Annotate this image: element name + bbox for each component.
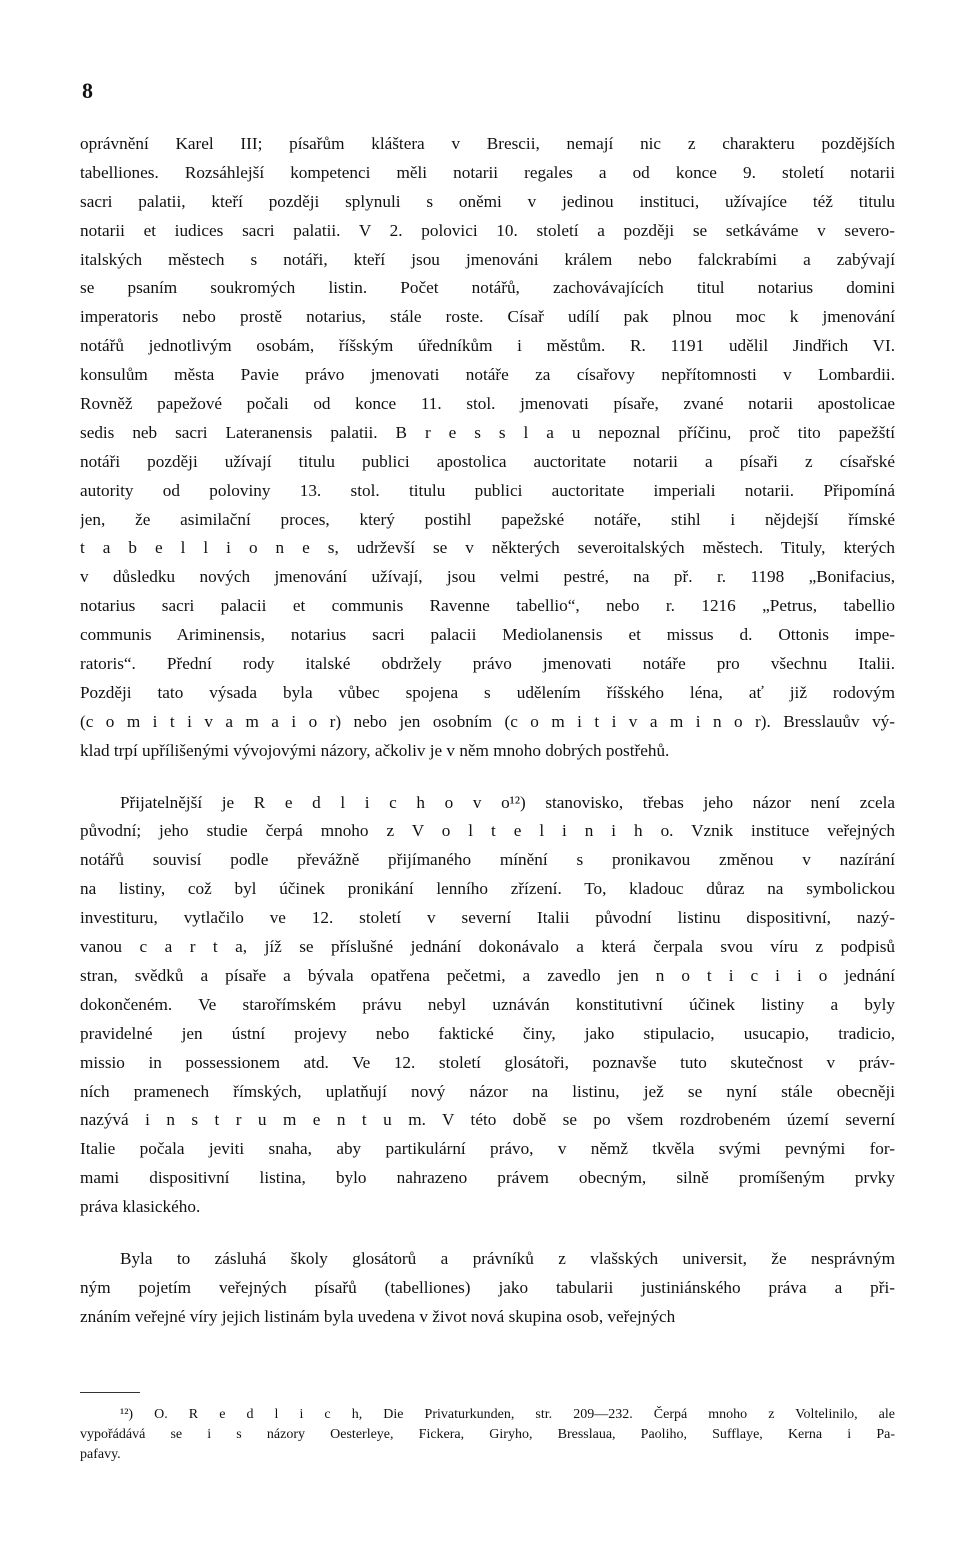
text-line: Rovněž papežové počali od konce 11. stol. jmenovati písaře, zvané notarii apostolicae — [80, 394, 895, 414]
text-line: oprávnění Karel III; písařům kláštera v Brescii, nemají nic z charakteru pozdějších — [80, 134, 895, 153]
text-line: ratoris“. Přední rody italské obdržely právo jmenovati notáře pro všechnu Italii. — [80, 654, 895, 674]
text-line: missio in possessionem atd. Ve 12. století glosátoři, poznavše tuto skutečnost v práv- — [80, 1052, 895, 1072]
text-line: se psaním soukromých listin. Počet notářů, zachovávajících titul notarius domini — [80, 278, 895, 298]
text-line: pravidelné jen ústní projevy nebo faktické činy, jako stipulacio, usucapio, tradicio, — [80, 1023, 895, 1043]
text-line: Přijatelnější je R e d l i c h o v o¹²) stanovisko, třebas jeho názor není zcela — [120, 792, 895, 812]
text-line: stran, svědků a písaře a bývala opatřena pečetmi, a zavedlo jen n o t i c i i o jednání — [80, 965, 895, 985]
text-line: notarii et iudices sacri palatii. V 2. polovici 10. století a později se setkáváme v severo- — [80, 220, 895, 240]
footnote-separator — [80, 1392, 140, 1393]
paragraph — [80, 1245, 895, 1332]
text-line: na listiny, což byl účinek pronikání lenního zřízení. To, kladouc důraz na symbolickou — [80, 879, 895, 899]
paragraph — [80, 789, 895, 1222]
footnote-line: pafavy. — [80, 1447, 121, 1462]
text-line: communis Ariminensis, notarius sacri palacii Mediolanensis et missus d. Ottonis impe- — [80, 625, 895, 645]
footnote-line: ¹²) O. R e d l i c h, Die Privaturkunden, str. 209—232. Čerpá mnoho z Voltelinilo, ale — [120, 1407, 895, 1422]
text-line: tabelliones. Rozsáhlejší kompetenci měli notarii regales a od konce 9. století notarii — [80, 162, 895, 182]
text-line: klad trpí upřílišenými vývojovými názory, ačkoliv je v něm mnoho dobrých postřehů. — [80, 740, 670, 760]
body-text — [80, 130, 895, 1332]
text-line: notáři později užívají titulu publici apostolica auctoritate notarii a písaři z císařské — [80, 451, 895, 471]
text-line: znáním veřejné víry jejich listinám byla uvedena v život nová skupina osob, veřejných — [80, 1306, 676, 1326]
text-line: italských městech s notáři, kteří jsou jmenováni králem nebo falckrabími a zabývají — [80, 249, 895, 269]
text-line: autority od poloviny 13. stol. titulu publici auctoritate imperiali notarii. Připomíná — [80, 480, 895, 500]
page-number: 8 — [82, 78, 93, 103]
text-line: Italie počala jeviti snaha, aby partikulární právo, v němž tkvěla svými pevnými for- — [80, 1139, 895, 1159]
paragraph — [80, 130, 895, 766]
footnote-line: vypořádává se i s názory Oesterleye, Fickera, Giryho, Bresslaua, Paoliho, Sufflaye, Kerna i Pa- — [80, 1427, 895, 1442]
text-line: nazývá i n s t r u m e n t u m. V této době se po všem rozdrobeném území severní — [80, 1110, 895, 1130]
text-line: Později tato výsada byla vůbec spojena s udělením říšského léna, ať již rodovým — [80, 682, 895, 702]
text-line: jen, že asimilační proces, který postihl papežské notáře, stihl i nějdejší římské — [80, 509, 895, 529]
text-line: vanou c a r t a, jíž se příslušné jednání dokonávalo a která čerpala svou víru z podpisů — [80, 937, 895, 957]
text-line: konsulům města Pavie právo jmenovati notáře za císařovy nepřítomnosti v Lombardii. — [80, 365, 895, 385]
text-line: v důsledku nových jmenování užívají, jsou velmi pestré, na př. r. 1198 „Bonifacius, — [80, 567, 895, 587]
text-line: sacri palatii, kteří později splynuli s oněmi v jedinou instituci, užívajíce též titulu — [80, 191, 895, 211]
text-line: investituru, vytlačilo ve 12. století v severní Italii původní listinu dispositivní, nazý- — [80, 908, 895, 928]
text-line: (c o m i t i v a m a i o r) nebo jen osobním (c o m i t i v a m i n o r). Bresslauův vý- — [80, 711, 895, 731]
text-line: mami dispositivní listina, bylo nahrazeno právem obecným, silně promíšeným prvky — [80, 1168, 895, 1188]
text-line: notarius sacri palacii et communis Ravenne tabellio“, nebo r. 1216 „Petrus, tabellio — [80, 596, 895, 616]
paragraph-gap — [80, 1222, 895, 1245]
text-line: t a b e l l i o n e s, udrževší se v některých severoitalských městech. Tituly, kterých — [80, 538, 895, 558]
text-line: ních pramenech římských, uplatňují nový názor na listinu, jež se nyní stále obecněji — [80, 1081, 895, 1101]
text-line: dokončeném. Ve starořímském právu nebyl uznáván konstitutivní účinek listiny a byly — [80, 994, 895, 1014]
text-line: původní; jeho studie čerpá mnoho z V o l t e l i n i h o. Vznik instituce veřejných — [80, 821, 895, 841]
text-line: práva klasického. — [80, 1197, 201, 1217]
text-line: notářů souvisí podle převážně přijímaného mínění s pronikavou změnou v nazírání — [80, 850, 895, 870]
text-line: ným pojetím veřejných písařů (tabelliones) jako tabularii justiniánského práva a při- — [80, 1277, 895, 1297]
text-line: sedis neb sacri Lateranensis palatii. B r e s s l a u nepoznal příčinu, proč tito papežští — [80, 422, 895, 442]
text-line: imperatoris nebo prostě notarius, stále roste. Císař udílí pak plnou moc k jmenování — [80, 307, 895, 327]
paragraph-gap — [80, 766, 895, 789]
text-line: notářů jednotlivým osobám, říšským úředníkům i městům. R. 1191 udělil Jindřich VI. — [80, 336, 895, 356]
text-line: Byla to zásluhá školy glosátorů a právníků z vlašských universit, že nesprávným — [120, 1248, 895, 1268]
footnote — [80, 1405, 895, 1465]
